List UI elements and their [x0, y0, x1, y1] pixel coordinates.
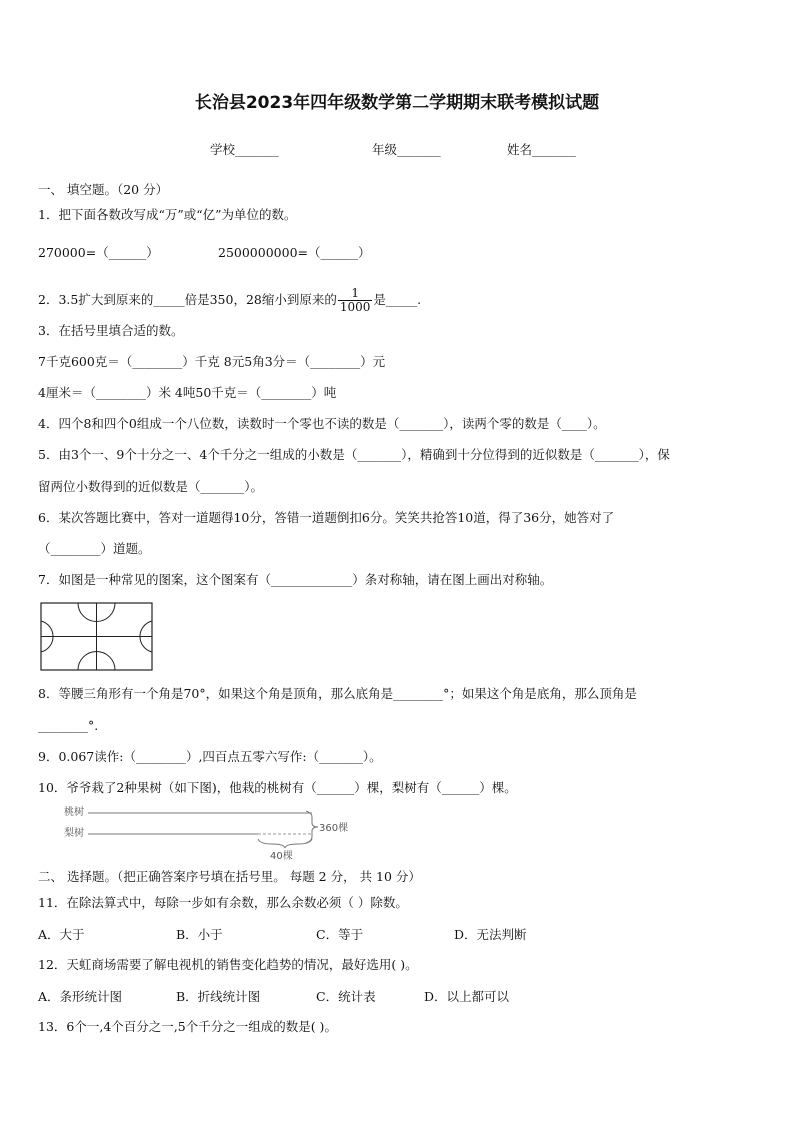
question-2	[38, 285, 764, 315]
question-7[interactable]: 7．如图是一种常见的图案，这个图案有（_____________）条对称轴，请在图上画出对称轴。	[38, 572, 553, 587]
question-3: 3．在括号里填合适的数。	[38, 323, 184, 338]
difference-brace	[258, 839, 312, 848]
total-count-label: 360棵	[319, 823, 349, 834]
question-6-line-2[interactable]: （________）道题。	[38, 541, 151, 556]
question-10[interactable]: 10．爷爷栽了2种果树（如下图)，他栽的桃树有（______）棵，梨树有（______）棵。	[38, 780, 517, 795]
total-brace	[306, 811, 318, 843]
question-5-line-1[interactable]: 5．由3个一、9个十分之一、4个千分之一组成的小数是（_______），精确到十分位得到的近似数是（_______），保	[38, 447, 670, 462]
q11-option-b[interactable]: B．小于	[176, 927, 223, 942]
q12-option-b[interactable]: B．折线统计图	[176, 989, 261, 1004]
question-6-line-1: 6．某次答题比赛中，答对一道题得10分，答错一道题倒扣6分。笑笑共抢答10道，得了36分，她答对了	[38, 510, 615, 525]
q3-line-1[interactable]: 7千克600克＝（________）千克 8元5角3分＝（________）元	[38, 354, 386, 369]
question-11: 11．在除法算式中，每除一步如有余数，那么余数必须（ ）除数。	[38, 895, 408, 910]
question-5-line-2[interactable]: 留两位小数得到的近似数是（_______）。	[38, 479, 264, 494]
question-9[interactable]: 9．0.067读作:（________）,四百点五零六写作:（_______）。	[38, 749, 382, 764]
school-field[interactable]: 学校_______	[210, 142, 279, 157]
q1-blank-a[interactable]: 270000=（______）	[38, 245, 159, 260]
fruit-tree-line-diagram	[62, 803, 372, 863]
question-1: 1．把下面各数改写成“万”或“亿”为单位的数。	[38, 207, 297, 222]
page-title: 长治县2023年四年级数学第二学期期末联考模拟试题	[194, 93, 600, 113]
section1-header: 一、 填空题。（20 分）	[38, 182, 169, 197]
q11-option-c[interactable]: C．等于	[316, 927, 364, 942]
q3-line-2[interactable]: 4厘米＝（________）米 4吨50千克＝（________）吨	[38, 385, 337, 400]
q12-option-d[interactable]: D．以上都可以	[424, 989, 510, 1004]
q2-text-pre: 2．3.5扩大到原来的_____倍是350，28缩小到原来的	[38, 292, 337, 307]
q2-text-post: 是_____.	[373, 292, 422, 307]
question-12: 12．天虹商场需要了解电视机的销售变化趋势的情况，最好选用( )。	[38, 957, 418, 972]
fraction-numerator: 1	[338, 287, 373, 301]
peach-tree-label: 桃树	[64, 807, 84, 818]
fraction-one-thousandth	[338, 287, 373, 314]
question-8-line-2[interactable]: ________°.	[38, 718, 99, 733]
q12-option-c[interactable]: C．统计表	[316, 989, 376, 1004]
fraction-denominator: 1000	[339, 300, 371, 314]
question-4[interactable]: 4．四个8和四个0组成一个八位数，读数时一个零也不读的数是（_______），读两个零的数是（____）。	[38, 416, 606, 431]
grade-field[interactable]: 年级_______	[372, 142, 441, 157]
pear-tree-label: 梨树	[64, 828, 84, 839]
symmetry-pattern-figure[interactable]	[40, 602, 154, 672]
q1-blank-b[interactable]: 2500000000=（______）	[218, 245, 371, 260]
q12-option-a[interactable]: A．条形统计图	[38, 989, 123, 1004]
name-field[interactable]: 姓名_______	[507, 142, 576, 157]
q11-option-a[interactable]: A．大于	[38, 927, 85, 942]
difference-count-label: 40棵	[270, 851, 293, 862]
question-8-line-1[interactable]: 8．等腰三角形有一个角是70°，如果这个角是顶角，那么底角是________°；如果这个角是底角，那么顶角是	[38, 686, 637, 701]
section2-header: 二、 选择题。（把正确答案序号填在括号里。 每题 2 分， 共 10 分）	[38, 869, 421, 884]
question-13: 13．6个一,4个百分之一,5个千分之一组成的数是( )。	[38, 1019, 337, 1034]
q11-option-d[interactable]: D．无法判断	[454, 927, 527, 942]
